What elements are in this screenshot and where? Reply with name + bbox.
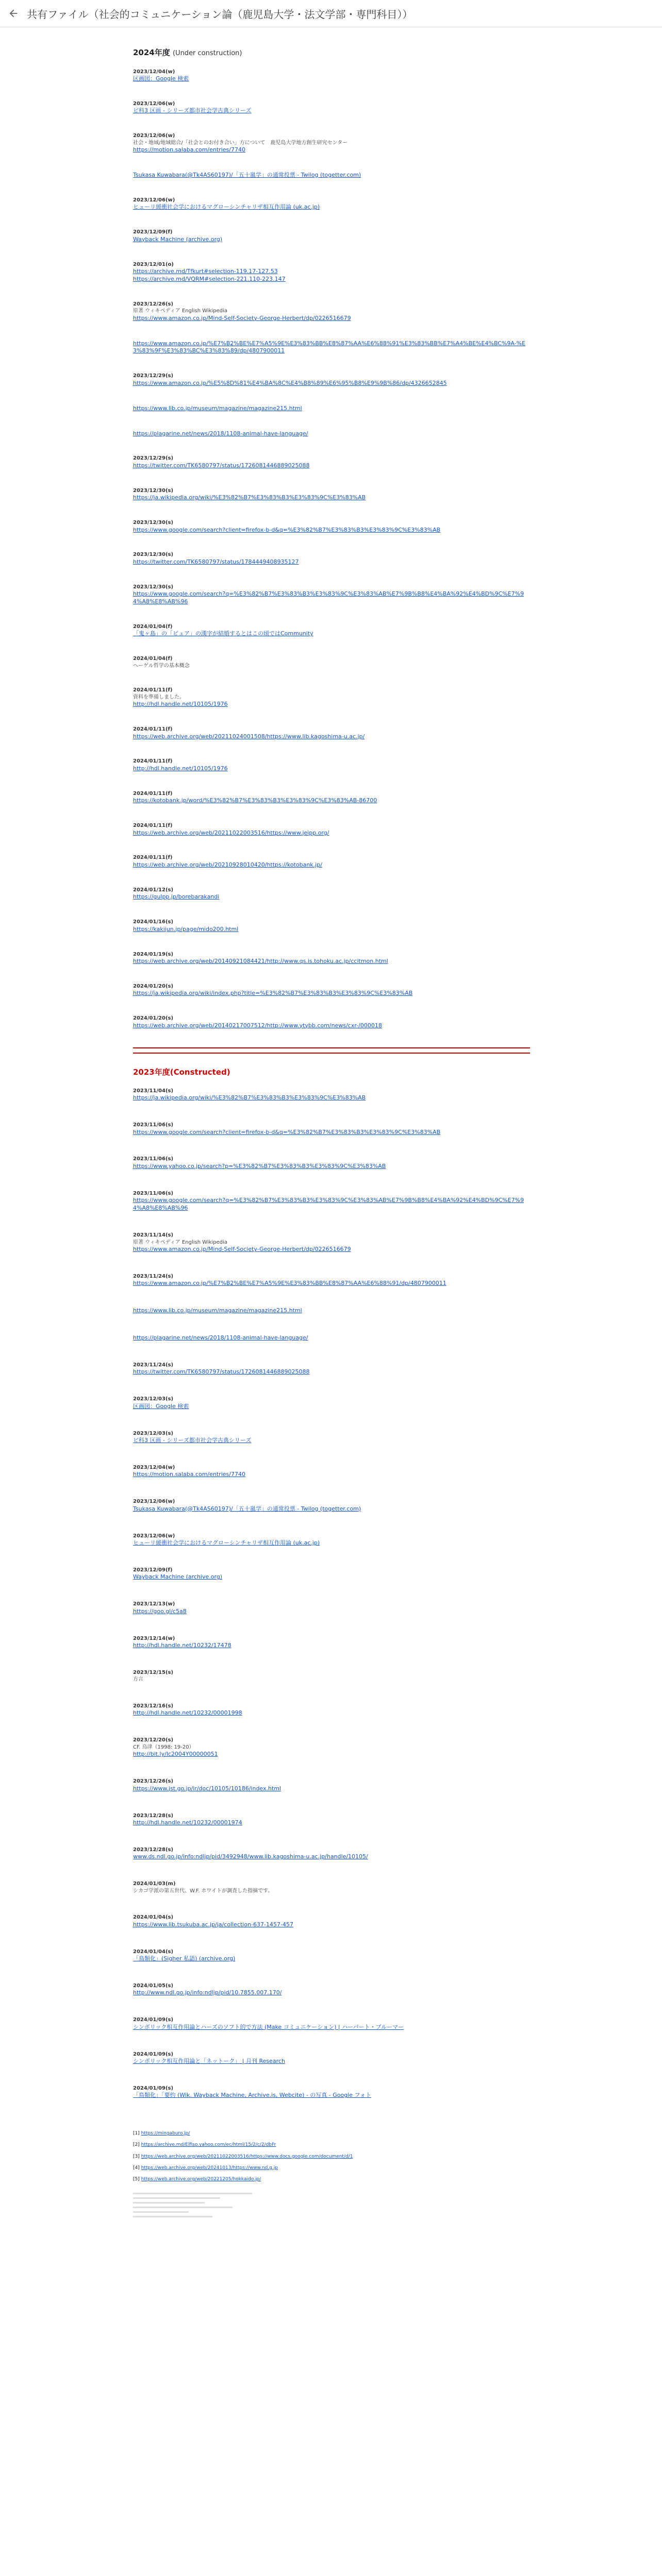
section-2023-title: 2023年度(Constructed) <box>133 1067 230 1077</box>
entry-link[interactable]: http://bit.ly/lc2004Y00000051 <box>133 1751 218 1758</box>
entry-link[interactable]: https://www.yahoo.co.jp/search?p=%E3%82%B7%E3%83%B3%E3%83%9C%E3%83%AB <box>133 1162 386 1170</box>
entry-link[interactable]: https://twitter.com/TK6580797/status/1784449408935127 <box>133 558 299 565</box>
list-item <box>133 1307 530 1315</box>
footnote-link[interactable]: https://web.archive.org/web/20211022003516/https://www.docs.google.com/document/d/1 <box>141 2154 353 2159</box>
list-item <box>133 372 530 387</box>
list-item <box>133 261 530 283</box>
entry-link[interactable]: https://web.archive.org/web/20140217007512/http://www.ytybb.com/news/cxr-/000018 <box>133 1022 382 1029</box>
entry-date: 2023/12/28(s) <box>133 1846 174 1853</box>
entries-2023 <box>133 1088 530 2099</box>
entry-date: 2023/12/30(s) <box>133 520 174 526</box>
document-title: 共有ファイル（社会的コミュニケーション論（鹿児島大学・法文学部・専門科目）） <box>27 8 413 21</box>
list-item <box>133 1982 530 1997</box>
entry-link[interactable]: https://twitter.com/TK6580797/status/1726081446889025088 <box>133 462 310 469</box>
list-item <box>133 301 530 323</box>
list-item <box>133 919 530 933</box>
list-item <box>133 1232 530 1253</box>
list-item <box>133 822 530 837</box>
entry-date: 2023/12/03(s) <box>133 1430 174 1436</box>
entry-link[interactable]: https://motion.salaba.com/entries/7740 <box>133 146 245 154</box>
list-item <box>133 1635 530 1650</box>
entry-date: 2024/01/09(s) <box>133 2017 174 2023</box>
entry-link[interactable]: https://web.archive.org/web/20211024001508/https://www.lib.kagoshima-u.ac.jp/ <box>133 733 365 740</box>
list-item <box>133 1122 530 1136</box>
footnote-label: [2] <box>133 2142 141 2148</box>
entry-link[interactable]: https://www.amazon.co.jp/%E7%B2%BE%E7%A5%9E%E3%83%BB%E8%87%AA%E6%88%91/dp/4807900011 <box>133 1280 446 1287</box>
entry-link[interactable]: Wayback Machine (archive.org) <box>133 235 223 243</box>
list-item <box>133 1737 530 1758</box>
list-item <box>133 487 530 502</box>
list-item <box>133 1948 530 1963</box>
entry-link[interactable]: 「鬼ヶ島」の「ピュア」の漢字が結婚するとはこの頃ではCommunity <box>133 630 313 637</box>
list-item <box>133 69 530 83</box>
list-item <box>133 1669 530 1683</box>
list-item <box>133 1430 530 1445</box>
entry-date: 2024/01/11(f) <box>133 726 173 733</box>
entry-date: 2023/12/16(s) <box>133 1703 174 1709</box>
entry-note: 原著 ウィキペディア English Wikipedia <box>133 1239 228 1245</box>
entry-date: 2024/01/11(f) <box>133 790 173 796</box>
list-item <box>133 2016 530 2031</box>
list-item <box>133 1703 530 1717</box>
entry-date: 2024/01/04(s) <box>133 1948 174 1955</box>
entry-date: 2024/01/20(s) <box>133 1015 174 1022</box>
entry-link[interactable]: https://www.google.com/search?q=%E3%82%B7%E3%83%B3%E3%83%9C%E3%83%AB%E7%9B%B8%E4%BA%92%E4%BD%9C%E7%94%A8%E8%AB%96 <box>133 1197 524 1212</box>
entry-link[interactable]: https://archive.md/VQRM#selection-221.110-223.147 <box>133 275 286 282</box>
list-item <box>133 1778 530 1792</box>
footnote <box>133 2130 530 2137</box>
entry-date: 2023/12/20(s) <box>133 1737 174 1743</box>
entry-note: 資料を準備しました。 <box>133 694 185 700</box>
list-item <box>133 1846 530 1861</box>
entry-date: 2023/12/28(s) <box>133 1812 174 1819</box>
entry-link[interactable]: https://www.amazon.co.jp/%E7%B2%BE%E7%A5%9E%E3%83%BB%E8%87%AA%E6%88%91%E3%83%BB%E7%A4%BE%E4%BC%9A-%E3%83%9F%E3%83%BC%E3%83%89/dp/4807900011 <box>133 340 526 354</box>
section-divider <box>133 1047 530 1054</box>
entry-date: 2023/12/26(s) <box>133 301 174 307</box>
list-item <box>133 1362 530 1376</box>
entry-note: 原著 ウィキペディア English Wikipedia <box>133 308 228 314</box>
list-item <box>133 229 530 243</box>
entry-link[interactable]: https://web.archive.org/web/20210928010420/https://kotobank.jp/ <box>133 861 322 868</box>
entry-date: 2023/11/24(s) <box>133 1273 174 1279</box>
entry-date: 2023/12/29(s) <box>133 455 174 462</box>
entry-link[interactable]: https://archive.md/Tfkurt#selection-119.17-127.53 <box>133 268 278 275</box>
list-item <box>133 1567 530 1581</box>
entry-link[interactable]: https://kotobank.jp/word/%E3%82%B7%E3%83%B3%E3%83%9C%E3%83%AB-86700 <box>133 797 377 804</box>
list-item <box>133 551 530 566</box>
footnote-label: [3] <box>133 2154 141 2159</box>
entry-date: 2023/12/06(w) <box>133 197 175 203</box>
entry-date: 2024/01/05(s) <box>133 1982 174 1989</box>
list-item <box>133 1601 530 1615</box>
entry-link[interactable]: https://web.archive.org/web/20140921084421/http://www.qs.is.tohoku.ac.jp/ccitmon.html <box>133 958 388 965</box>
entry-link[interactable]: http://www.ndl.go.jp/info:ndljp/pid/10.7855.007.170/ <box>133 1989 282 1996</box>
footnote-label: [4] <box>133 2165 141 2171</box>
entry-date: 2024/01/19(s) <box>133 951 174 957</box>
entry-date: 2024/01/12(s) <box>133 887 174 893</box>
list-item <box>133 430 530 438</box>
list-item <box>133 340 530 355</box>
list-item <box>133 1396 530 1410</box>
entry-date: 2024/01/11(f) <box>133 823 173 829</box>
list-item <box>133 197 530 211</box>
entry-date: 2023/12/06(w) <box>133 1533 175 1539</box>
footnote-link[interactable]: https://mingaburo.jp/ <box>141 2131 190 2137</box>
list-item <box>133 455 530 469</box>
list-item <box>133 726 530 740</box>
entry-date: 2023/12/01(o) <box>133 261 174 267</box>
entry-link[interactable]: シンボリック相互作用論と「ネットーク」 | 月刊 Research <box>133 2058 285 2065</box>
entry-link[interactable]: https://ja.wikipedia.org/wiki/index.php?title=%E3%82%B7%E3%83%B3%E3%83%9C%E3%83%AB <box>133 990 413 997</box>
list-item <box>133 655 530 669</box>
entry-note: シカゴ学派の第五世代、W.F. ホワイトが調査した指摘です。 <box>133 1888 273 1894</box>
entry-link[interactable]: https://kakijun.jp/page/mido200.html <box>133 925 239 933</box>
entry-date: 2023/12/09(f) <box>133 229 173 235</box>
entry-date: 2024/01/04(f) <box>133 623 173 630</box>
list-item <box>133 1190 530 1212</box>
entry-note: 方言 <box>133 1676 143 1683</box>
entry-link[interactable]: ビ科3 区画 - シリーズ都市社会学古典シリーズ <box>133 107 252 114</box>
entry-date: 2023/12/06(w) <box>133 100 175 107</box>
list-item <box>133 100 530 115</box>
footnote <box>133 2154 530 2160</box>
entry-link[interactable]: https://motion.salaba.com/entries/7740 <box>133 1471 245 1478</box>
list-item <box>133 887 530 901</box>
entry-date: 2023/12/30(s) <box>133 584 174 590</box>
entry-date: 2023/12/30(s) <box>133 552 174 558</box>
entry-date: 2023/12/30(s) <box>133 487 174 494</box>
entry-link[interactable]: https://goo.gl/c5a8 <box>133 1607 187 1615</box>
entry-date: 2023/12/04(w) <box>133 69 175 75</box>
entry-date: 2023/12/15(s) <box>133 1669 174 1675</box>
footnote-link[interactable]: https://archive.md/Elfiso.yahoo.com/ec/html/15/2/c/2/dbFr <box>141 2142 276 2148</box>
document-body <box>133 47 530 2221</box>
footnote-link[interactable]: https://web.archive.org/web/20241013/https://www.nd.g.jp <box>141 2165 278 2171</box>
list-item <box>133 1498 530 1513</box>
list-item <box>133 1273 530 1287</box>
list-item <box>133 172 530 179</box>
list-item <box>133 623 530 638</box>
footnote <box>133 2165 530 2171</box>
entry-date: 2023/12/04(w) <box>133 1464 175 1470</box>
entry-date: 2023/11/24(s) <box>133 1362 174 1368</box>
section-2024-title: 2024年度 (Under construction) <box>133 48 242 57</box>
entry-link[interactable]: 「鳥類化」「要約 (Wik. Wayback Machine, Archive.is, Webcite) - の写真 - Google フォト <box>133 2092 371 2099</box>
entry-link[interactable]: ビ科3 区画 - シリーズ都市社会学古典シリーズ <box>133 1437 252 1444</box>
entry-link[interactable]: 区画図：Google 検索 <box>133 75 189 82</box>
entry-link[interactable]: http://hdl.handle.net/10105/1976 <box>133 701 228 708</box>
entry-date: 2023/12/09(f) <box>133 1567 173 1573</box>
entry-date: 2023/12/03(s) <box>133 1396 174 1402</box>
entry-link[interactable]: https://www.amazon.co.jp/Mind-Self-Society-George-Herbert/dp/0226516679 <box>133 1246 351 1253</box>
entry-link[interactable]: 区画図：Google 検索 <box>133 1402 189 1410</box>
entry-link[interactable]: https://plagarine.net/news/2018/1108-animal-have-language/ <box>133 1334 308 1342</box>
entry-link[interactable]: https://www.jst.go.jp/ir/doc/10105/10186/index.html <box>133 1785 282 1792</box>
entry-date: 2024/01/16(s) <box>133 919 174 925</box>
list-item <box>133 584 530 606</box>
entry-link[interactable]: https://www.lib.co.jp/museum/magazine/magazine215.html <box>133 404 302 412</box>
entry-date: 2023/12/06(w) <box>133 1499 175 1505</box>
list-item <box>133 2085 530 2099</box>
list-item <box>133 854 530 869</box>
entry-link[interactable]: https://www.amazon.co.jp/%E5%8D%81%E4%BA%8C%E4%B8%89%E6%95%B8%E9%9B%86/dp/4326652845 <box>133 379 447 386</box>
list-item <box>133 1914 530 1928</box>
list-item <box>133 1015 530 1029</box>
list-item <box>133 132 530 154</box>
footnote <box>133 2176 530 2182</box>
entry-date: 2023/12/13(w) <box>133 1601 175 1607</box>
list-item <box>133 790 530 805</box>
trailing-text-lines <box>133 2193 530 2217</box>
entry-date: 2023/11/04(s) <box>133 1088 174 1094</box>
list-item <box>133 1156 530 1170</box>
entry-link[interactable]: ヒューリ緩衝社会学におけるマグローシンチャリザ相互作用論 (uk.ac.jp) <box>133 1539 320 1547</box>
entry-date: 2024/01/11(f) <box>133 687 173 693</box>
entry-link[interactable]: http://hdl.handle.net/10232/00001974 <box>133 1819 242 1826</box>
back-arrow-icon[interactable] <box>3 3 24 24</box>
entry-note: 社会・地域/地域総合/「社会とのお付き合い」方について 鹿児島大学地方創生研究センター <box>133 140 348 146</box>
entry-link[interactable]: http://hdl.handle.net/10232/17478 <box>133 1642 231 1649</box>
entry-note: CF. 鳥津（1998: 19-20） <box>133 1744 194 1750</box>
entry-link[interactable]: https://web.archive.org/web/20211022003516/https://www.jeipp.org/ <box>133 829 329 836</box>
entry-link[interactable]: https://plagarine.net/news/2018/1108-animal-have-language/ <box>133 430 308 437</box>
entry-link[interactable]: https://twitter.com/TK6580797/status/1726081446889025088 <box>133 1368 310 1376</box>
entry-note: ヘーゲル哲学の基本概念 <box>133 663 190 669</box>
entry-link[interactable]: https://www.amazon.co.jp/Mind-Self-Society-George-Herbert/dp/0226516679 <box>133 314 351 321</box>
entry-date: 2023/12/26(s) <box>133 1778 174 1785</box>
entry-link[interactable]: https://www.google.com/search?q=%E3%82%B7%E3%83%B3%E3%83%9C%E3%83%AB%E7%9B%B8%E4%BA%92%E4%BD%9C%E7%94%A8%E8%AB%96 <box>133 590 524 605</box>
entry-link[interactable]: ヒューリ緩衝社会学におけるマグローシンチャリザ相互作用論 (uk.ac.jp) <box>133 204 320 211</box>
entry-link[interactable]: https://www.google.com/search?client=firefox-b-d&q=%E3%82%B7%E3%83%B3%E3%83%9C%E3%83%AB <box>133 526 441 533</box>
entry-date: 2023/11/06(s) <box>133 1122 174 1128</box>
entries-2024 <box>133 69 530 1030</box>
entry-link[interactable]: 「鳥類化」(Sigher 私語) (archive.org) <box>133 1955 236 1962</box>
footnote-link[interactable]: https://web.archive.org/web/20221205/hokkaido.jp/ <box>141 2176 261 2182</box>
entry-date: 2023/11/06(s) <box>133 1190 174 1196</box>
list-item <box>133 758 530 772</box>
entry-date: 2024/01/03(m) <box>133 1881 176 1887</box>
entry-date: 2023/11/14(s) <box>133 1232 174 1239</box>
entry-link[interactable]: https://www.lib.co.jp/museum/magazine/magazine215.html <box>133 1307 302 1314</box>
entry-link[interactable]: http://hdl.handle.net/10105/1976 <box>133 765 228 772</box>
entry-date: 2024/01/04(f) <box>133 656 173 662</box>
entry-link[interactable]: https://ja.wikipedia.org/wiki/%E3%82%B7%E3%83%B3%E3%83%9C%E3%83%AB <box>133 1094 366 1101</box>
list-item <box>133 405 530 413</box>
entry-date: 2024/01/11(f) <box>133 855 173 861</box>
list-item <box>133 1812 530 1827</box>
entry-date: 2023/12/14(w) <box>133 1635 175 1641</box>
list-item <box>133 951 530 965</box>
list-item <box>133 1880 530 1894</box>
top-bar <box>0 0 662 27</box>
entry-date: 2023/12/06(w) <box>133 133 175 139</box>
entry-date: 2024/01/09(s) <box>133 2051 174 2057</box>
list-item <box>133 519 530 534</box>
list-item <box>133 1533 530 1547</box>
entry-date: 2024/01/09(s) <box>133 2085 174 2091</box>
list-item <box>133 2051 530 2065</box>
entry-link[interactable]: Wayback Machine (archive.org) <box>133 1573 223 1581</box>
entry-link[interactable]: https://gulpp.jp/borebarakandi <box>133 893 220 901</box>
entry-link[interactable]: Tsukasa Kuwabara(@Tk4AS60197)/「五十嵐学」の通常投票 - Twilog (togetter.com) <box>133 172 361 179</box>
entry-date: 2024/01/11(f) <box>133 758 173 765</box>
footnote-label: [5] <box>133 2176 141 2182</box>
entry-link[interactable]: Tsukasa Kuwabara(@Tk4AS60197)/「五十嵐学」の通常投票 - Twilog (togetter.com) <box>133 1505 361 1512</box>
entry-date: 2023/11/06(s) <box>133 1156 174 1162</box>
footnotes <box>133 2130 530 2217</box>
entry-date: 2023/12/29(s) <box>133 373 174 379</box>
entry-link[interactable]: https://www.lib.tsukuba.ac.jp/ja/collection-637-1457-457 <box>133 1921 293 1928</box>
list-item <box>133 983 530 997</box>
entry-link[interactable]: シンボリック相互作用論とハーズのソフト的で方法 (Make コミュニケーション) | ハーバート・ブルーマー <box>133 2023 404 2030</box>
list-item <box>133 1334 530 1342</box>
list-item <box>133 687 530 708</box>
footnote <box>133 2142 530 2148</box>
list-item <box>133 1088 530 1102</box>
entry-link[interactable]: https://www.google.com/search?client=firefox-b-d&q=%E3%82%B7%E3%83%B3%E3%83%9C%E3%83%AB <box>133 1128 441 1136</box>
footnote-label: [1] <box>133 2131 141 2137</box>
entry-date: 2024/01/04(s) <box>133 1914 174 1921</box>
entry-link[interactable]: https://ja.wikipedia.org/wiki/%E3%82%B7%E3%83%B3%E3%83%9C%E3%83%AB <box>133 494 366 501</box>
entry-date: 2024/01/20(s) <box>133 983 174 989</box>
entry-link[interactable]: www.ds.ndl.go.jp/info:ndljp/pid/3492948/www.lib.kagoshima-u.ac.jp/handle/10105/ <box>133 1853 368 1860</box>
entry-link[interactable]: http://hdl.handle.net/10232/00001998 <box>133 1709 242 1717</box>
list-item <box>133 1464 530 1479</box>
